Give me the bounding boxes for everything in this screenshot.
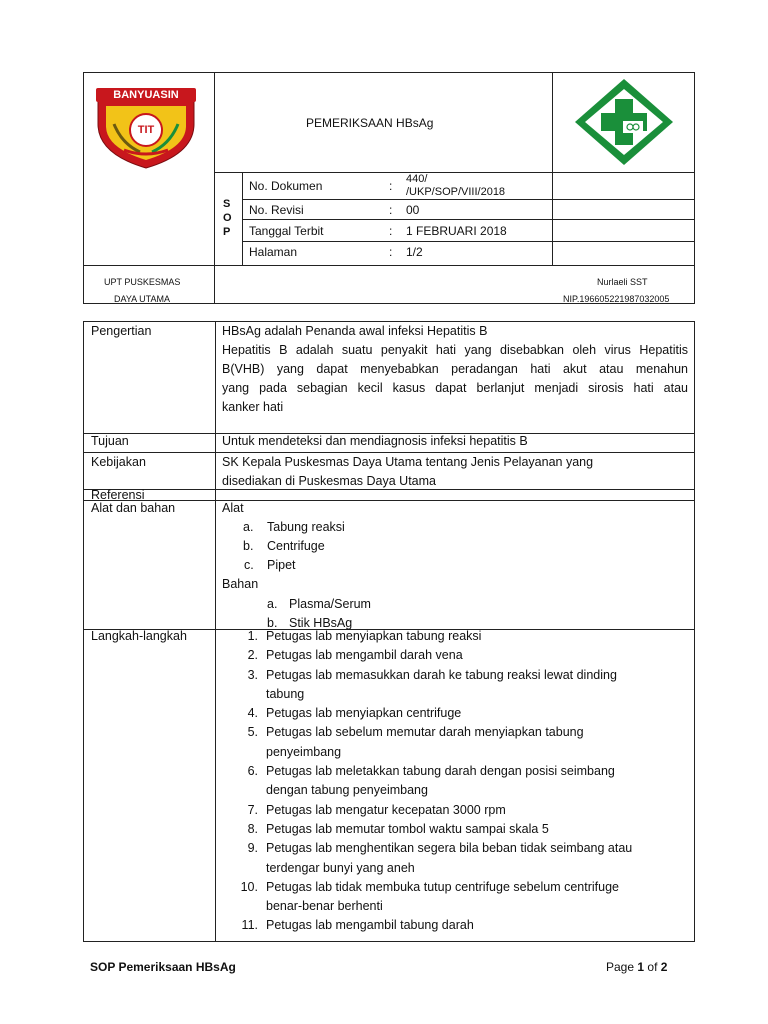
- alat-marker: c.: [244, 558, 254, 572]
- step-text: Petugas lab sebelum memutar darah menyiapkan tabung: [266, 725, 584, 740]
- footer-page-word: Page: [606, 960, 635, 974]
- content-divider: [215, 321, 216, 942]
- step-number: 10.: [240, 879, 258, 894]
- document-title: PEMERIKSAAN HBsAg: [306, 116, 434, 130]
- meta-value-no-dokumen-2: /UKP/SOP/VIII/2018: [406, 186, 506, 198]
- meta-value-no-dokumen-1: 440/: [406, 173, 428, 185]
- step-item: [238, 839, 690, 858]
- meta-label-no-dokumen: No. Dokumen: [249, 179, 323, 193]
- step-item: [238, 801, 690, 820]
- step-number: 6.: [247, 764, 258, 779]
- header-divider-left: [214, 72, 215, 304]
- step-text: tabung: [266, 686, 305, 701]
- step-item: [238, 916, 690, 935]
- step-item-continuation: [238, 743, 690, 762]
- bahan-item: Plasma/Serum: [289, 597, 371, 611]
- org-name-line1: UPT PUSKESMAS: [104, 277, 181, 287]
- org-name-line2: DAYA UTAMA: [114, 294, 171, 304]
- header-line-5: [83, 265, 695, 266]
- meta-value-halaman: 1/2: [406, 245, 423, 259]
- sop-letter-o: O: [223, 212, 232, 224]
- footer-document-name: SOP Pemeriksaan HBsAg: [90, 960, 236, 974]
- step-item: [238, 704, 690, 723]
- tujuan-text: Untuk mendeteksi dan mendiagnosis infeksi hepatitis B: [222, 434, 528, 448]
- step-text: Petugas lab menyiapkan centrifuge: [266, 706, 462, 721]
- step-text: Petugas lab menyiapkan tabung reaksi: [266, 629, 482, 643]
- pengertian-line: Hepatitis B adalah suatu penyakit hati yang disebabkan oleh virus Hepatitis: [222, 343, 688, 357]
- pengertian-line: yang pada sebagian kecil kasus dapat berlanjut menjadi sirosis hati atau: [222, 381, 688, 395]
- alat-marker: a.: [243, 520, 254, 534]
- meta-colon: :: [389, 224, 393, 238]
- signer-nip: NIP.196605221987032005: [563, 294, 670, 304]
- meta-colon: :: [389, 203, 393, 217]
- kebijakan-line: SK Kepala Puskesmas Daya Utama tentang Jenis Pelayanan yang: [222, 455, 594, 469]
- meta-label-no-revisi: No. Revisi: [249, 203, 304, 217]
- step-item-continuation: [238, 781, 690, 800]
- header-line-1: [214, 172, 695, 173]
- header-divider-right: [552, 72, 553, 265]
- kebijakan-line: disediakan di Puskesmas Daya Utama: [222, 474, 436, 488]
- header-line-3: [242, 219, 695, 220]
- alat-title: Alat: [222, 501, 244, 515]
- bahan-title: Bahan: [222, 577, 259, 591]
- bahan-item: Stik HBsAg: [289, 616, 353, 630]
- step-text: Petugas lab memasukkan darah ke tabung reaksi lewat dinding: [266, 667, 617, 682]
- step-number: 4.: [247, 706, 258, 721]
- footer-page-indicator: [606, 960, 667, 974]
- alat-item: Pipet: [267, 558, 296, 572]
- step-number: 11.: [241, 918, 258, 933]
- meta-label-halaman: Halaman: [249, 245, 298, 259]
- footer-of-word: of: [647, 960, 658, 974]
- section-label-tujuan: Tujuan: [91, 434, 129, 448]
- bahan-marker: b.: [267, 616, 278, 630]
- pengertian-line: B(VHB) yang dapat menyebabkan peradangan hati akut atau menahun: [222, 362, 688, 376]
- step-number: 7.: [247, 802, 258, 817]
- step-text: dengan tabung penyeimbang: [266, 783, 428, 798]
- step-text: penyeimbang: [266, 744, 342, 759]
- step-item-continuation: [238, 897, 690, 916]
- step-text: Petugas lab mengatur kecepatan 3000 rpm: [266, 802, 506, 817]
- alat-marker: b.: [243, 539, 254, 553]
- section-label-langkah: Langkah-langkah: [91, 629, 187, 643]
- section-label-referensi: Referensi: [91, 488, 145, 502]
- logo-wordmark: BANYUASIN: [113, 89, 179, 101]
- step-text: Petugas lab tidak membuka tutup centrifuge sebelum centrifuge: [266, 879, 619, 894]
- alat-item: Tabung reaksi: [267, 520, 345, 534]
- step-text: terdengar bunyi yang aneh: [266, 860, 415, 875]
- meta-value-no-revisi: 00: [406, 203, 420, 217]
- section-label-kebijakan: Kebijakan: [91, 455, 146, 469]
- pengertian-text: [222, 322, 688, 417]
- meta-label-tanggal-terbit: Tanggal Terbit: [249, 224, 324, 238]
- header-line-2: [242, 199, 695, 200]
- section-label-alat-bahan: Alat dan bahan: [91, 501, 176, 515]
- logo-mark-text: TIT: [137, 124, 155, 136]
- step-item-continuation: [238, 685, 690, 704]
- meta-value-tanggal-terbit: 1 FEBRUARI 2018: [406, 224, 507, 238]
- step-item: [238, 762, 690, 781]
- alat-item: Centrifuge: [267, 539, 325, 553]
- step-text: Petugas lab mengambil tabung darah: [266, 918, 474, 933]
- step-item-continuation: [238, 859, 690, 878]
- meta-colon: :: [389, 245, 393, 259]
- header-line-4: [242, 241, 695, 242]
- step-item: [238, 723, 690, 742]
- step-number: 8.: [247, 821, 258, 836]
- step-text: benar-benar berhenti: [266, 899, 383, 914]
- meta-colon: :: [389, 179, 393, 193]
- step-number: 3.: [247, 667, 258, 682]
- sop-letter-s: S: [223, 198, 231, 210]
- step-text: Petugas lab meletakkan tabung darah dengan posisi seimbang: [266, 764, 615, 779]
- footer-page-total: 2: [660, 960, 668, 974]
- step-text: Petugas lab mengambil darah vena: [266, 648, 463, 663]
- section-label-pengertian: Pengertian: [91, 324, 152, 338]
- step-item: [238, 820, 690, 839]
- step-text: Petugas lab menghentikan segera bila beban tidak seimbang atau: [266, 841, 633, 856]
- step-number: 9.: [247, 841, 258, 856]
- bahan-marker: a.: [267, 597, 278, 611]
- step-item: [238, 878, 690, 897]
- signer-name: Nurlaeli SST: [597, 277, 648, 287]
- puskesmas-logo: [571, 75, 678, 169]
- banyuasin-logo: [94, 84, 198, 170]
- footer-page-number: 1: [637, 960, 645, 974]
- steps-list: [238, 627, 690, 936]
- step-number: 1.: [247, 629, 258, 643]
- step-item: [238, 666, 690, 685]
- kebijakan-text: [222, 453, 593, 491]
- step-item: [238, 646, 690, 665]
- pengertian-line: kanker hati: [222, 400, 284, 414]
- step-text: Petugas lab memutar tombol waktu sampai skala 5: [266, 821, 549, 836]
- step-number: 2.: [247, 648, 258, 663]
- step-item: [238, 627, 690, 646]
- step-number: 5.: [247, 725, 258, 740]
- sop-letter-p: P: [223, 226, 231, 238]
- pengertian-line: HBsAg adalah Penanda awal infeksi Hepatitis B: [222, 324, 488, 338]
